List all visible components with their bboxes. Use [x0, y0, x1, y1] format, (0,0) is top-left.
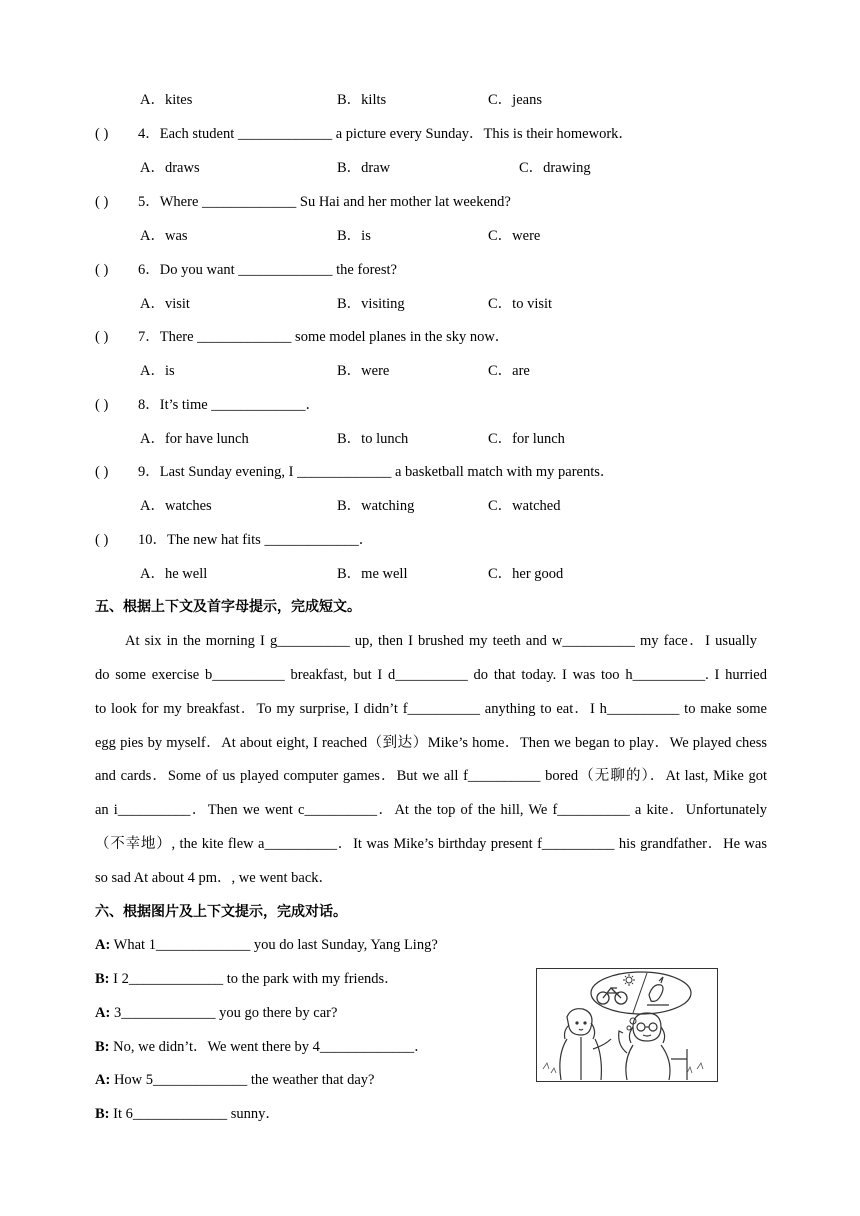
- q10-option-a: A．he well: [140, 566, 208, 582]
- q9-text: 9．Last Sunday evening, I _____________ a basketball match with my parents．: [138, 464, 615, 480]
- q8-text: 8．It’s time _____________．: [138, 397, 321, 413]
- q8-option-c: C．for lunch: [488, 431, 565, 447]
- q5-option-c: C．were: [488, 228, 541, 244]
- speaker-label: A:: [95, 1005, 111, 1021]
- q8-answer-blank[interactable]: ( ): [95, 397, 109, 413]
- speaker-label: B:: [95, 1039, 110, 1055]
- passage-line-7: （不幸地）, the kite flew a__________．It was Mike’s birthday present f__________ his grandfather．He was: [95, 836, 767, 852]
- q6-answer-blank[interactable]: ( ): [95, 262, 109, 278]
- dialogue-line-6: [95, 1105, 280, 1123]
- q8-option-a: A．for have lunch: [140, 431, 249, 447]
- q6-option-a: A．visit: [140, 296, 190, 312]
- q6-text: 6．Do you want _____________ the forest?: [138, 262, 397, 278]
- speaker-label: B:: [95, 1106, 110, 1122]
- q5-option-a: A．was: [140, 228, 188, 244]
- dialogue-text: No, we didn’t．We went there by 4_____________．: [109, 1039, 429, 1055]
- q10-text: 10．The new hat fits _____________．: [138, 532, 374, 548]
- speaker-label: B:: [95, 971, 110, 987]
- grass-marks: [543, 1063, 703, 1073]
- section5-heading: 五、根据上下文及首字母提示，完成短文。: [95, 599, 361, 615]
- q7-text: 7．There _____________ some model planes in the sky now．: [138, 329, 510, 345]
- section6-heading: 六、根据图片及上下文提示，完成对话。: [95, 904, 347, 920]
- passage-line-1: At six in the morning I g__________ up, then I brushed my teeth and w__________ my face．I usually: [125, 633, 757, 649]
- dialogue-text: What 1_____________ you do last Sunday, Yang Ling?: [110, 937, 438, 953]
- dialogue-line-2: [95, 970, 399, 988]
- q5-answer-blank[interactable]: ( ): [95, 194, 109, 210]
- q3-option-a: A．kites: [140, 92, 193, 108]
- q7-option-a: A．is: [140, 363, 175, 379]
- dialogue-illustration: [536, 968, 718, 1082]
- passage-line-5: and cards．Some of us played computer games．But we all f__________ bored（无聊的）．At last, Mike got: [95, 768, 767, 784]
- q6-option-c: C．to visit: [488, 296, 553, 312]
- dialogue-text: It 6_____________ sunny．: [109, 1106, 280, 1122]
- passage-line-4: egg pies by myself．At about eight, I reached（到达）Mike’s home．Then we began to play．We played chess: [95, 735, 767, 751]
- q3-option-b: B．kilts: [337, 92, 387, 108]
- dialogue-text: 3_____________ you go there by car?: [110, 1005, 338, 1021]
- dialogue-line-4: [95, 1038, 429, 1056]
- passage-line-2: do some exercise b__________ breakfast, but I d__________ do that today. I was too h__________. I hurried: [95, 667, 767, 683]
- girl-left-figure: [560, 1009, 611, 1080]
- dialogue-line-3: [95, 1004, 337, 1022]
- q4-text: 4．Each student _____________ a picture every Sunday．This is their homework．: [138, 126, 633, 142]
- q3-option-c: C．jeans: [488, 92, 542, 108]
- q9-answer-blank[interactable]: ( ): [95, 464, 109, 480]
- q6-option-b: B．visiting: [337, 296, 405, 312]
- q10-option-c: C．her good: [488, 566, 564, 582]
- q8-option-b: B．to lunch: [337, 431, 409, 447]
- q5-text: 5．Where _____________ Su Hai and her mother lat weekend?: [138, 194, 511, 210]
- q4-option-b: B．draw: [337, 160, 391, 176]
- passage-line-3: to look for my breakfast．To my surprise, I didn’t f__________ anything to eat．I h__________ to make some: [95, 701, 767, 717]
- q10-option-b: B．me well: [337, 566, 408, 582]
- dialogue-text: How 5_____________ the weather that day?: [110, 1072, 375, 1088]
- passage-line-8: so sad At about 4 pm．, we went back．: [95, 870, 334, 886]
- q10-answer-blank[interactable]: ( ): [95, 532, 109, 548]
- q4-option-a: A．draws: [140, 160, 200, 176]
- q9-option-a: A．watches: [140, 498, 212, 514]
- q7-option-c: C．are: [488, 363, 530, 379]
- dialogue-line-5: [95, 1071, 374, 1089]
- q5-option-b: B．is: [337, 228, 371, 244]
- speaker-label: A:: [95, 1072, 111, 1088]
- speaker-label: A:: [95, 937, 111, 953]
- two-girls-talking-drawing: [537, 969, 716, 1080]
- girl-right-figure: [619, 1013, 687, 1080]
- q7-option-b: B．were: [337, 363, 390, 379]
- q4-answer-blank[interactable]: ( ): [95, 126, 109, 142]
- passage-line-6: an i__________．Then we went c__________．At the top of the hill, We f__________ a kite．Unfortunately: [95, 802, 767, 818]
- dialogue-text: I 2_____________ to the park with my friends．: [109, 971, 399, 987]
- q7-answer-blank[interactable]: ( ): [95, 329, 109, 345]
- q9-option-b: B．watching: [337, 498, 415, 514]
- q4-option-c: C．drawing: [519, 160, 591, 176]
- q9-option-c: C．watched: [488, 498, 561, 514]
- dialogue-line-1: [95, 936, 438, 954]
